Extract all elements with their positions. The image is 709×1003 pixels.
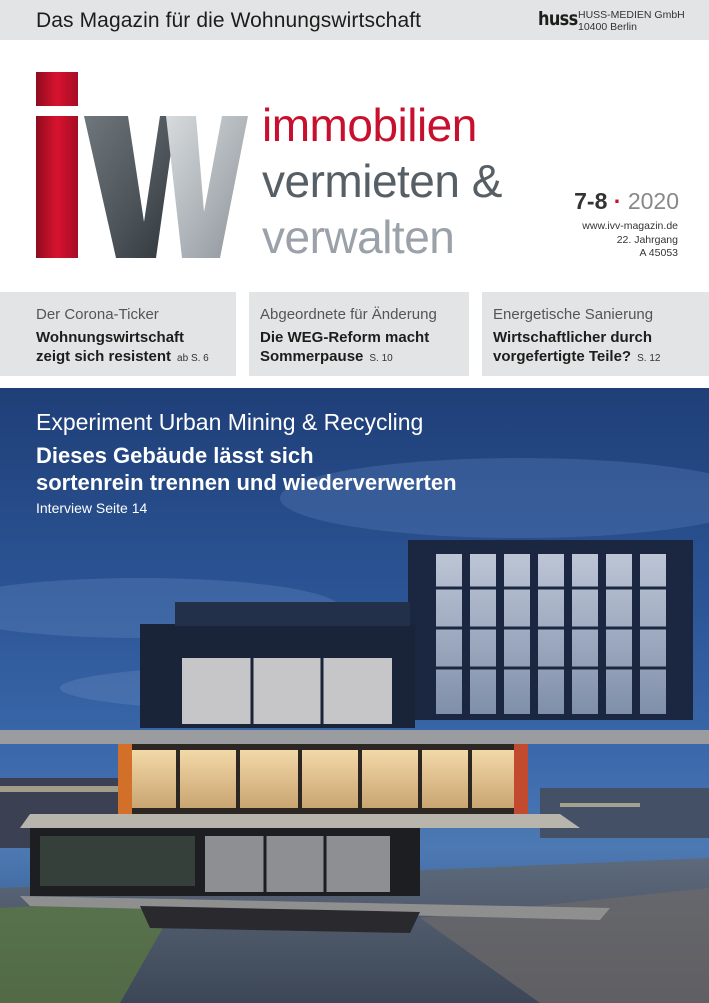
teaser-page: ab S. 6 [177,353,209,364]
cover-headline [36,442,457,496]
issue-year: 2020 [627,188,679,214]
cover-kicker: Experiment Urban Mining & Recycling [36,409,424,435]
teaser-headline-line2: Sommerpause [260,348,364,365]
logo-v-light [166,116,248,258]
ivv-logo-graphic [36,72,248,258]
title-verwalten: verwalten [262,211,455,263]
issue-number [574,188,679,215]
cover-headline-line2: sortenrein trennen und wiederverwerten [36,470,457,495]
volume: 22. Jahrgang [616,233,678,246]
title-vermieten: vermieten & [262,155,502,207]
website: www.ivv-magazin.de [582,220,678,232]
teaser-headline-line2: zeigt sich resistent [36,348,172,365]
logo-i-stem [36,116,78,258]
publisher-logo: huss [538,8,578,30]
teaser-headline-line1: Wohnungswirtschaft [36,329,185,346]
teaser-page: S. 10 [369,353,393,364]
teaser-kicker: Abgeordnete für Änderung [260,306,437,323]
issn-code: A 45053 [639,247,678,259]
logo-i-dot [36,72,78,106]
teaser-headline-line1: Wirtschaftlicher durch [493,329,653,346]
teaser-sanierung[interactable] [482,292,709,376]
publisher-info [578,9,685,33]
cover-headline-line1: Dieses Gebäude lässt sich [36,443,314,468]
publisher-name: HUSS-MEDIEN GmbH [578,9,685,21]
teaser-headline [493,328,709,368]
issue-separator: · [613,188,622,214]
teaser-headline [260,328,469,368]
issue-months: 7-8 [574,188,608,214]
cover-page-reference[interactable]: Interview Seite 14 [36,500,148,516]
teaser-kicker: Der Corona-Ticker [36,306,159,323]
issue-meta [582,220,678,261]
teaser-corona[interactable] [0,292,236,376]
title-immobilien: immobilien [262,99,477,151]
logo-v-dark [84,116,176,258]
teaser-headline-line1: Die WEG-Reform macht [260,329,430,346]
teaser-weg-reform[interactable] [249,292,469,376]
teaser-headline [36,328,236,368]
teaser-headline-line2: vorgefertigte Teile? [493,348,632,365]
teaser-page: S. 12 [637,353,661,364]
magazine-tagline: Das Magazin für die Wohnungswirtschaft [36,9,422,32]
publisher-city: 10400 Berlin [578,21,637,33]
teaser-kicker: Energetische Sanierung [493,306,654,323]
